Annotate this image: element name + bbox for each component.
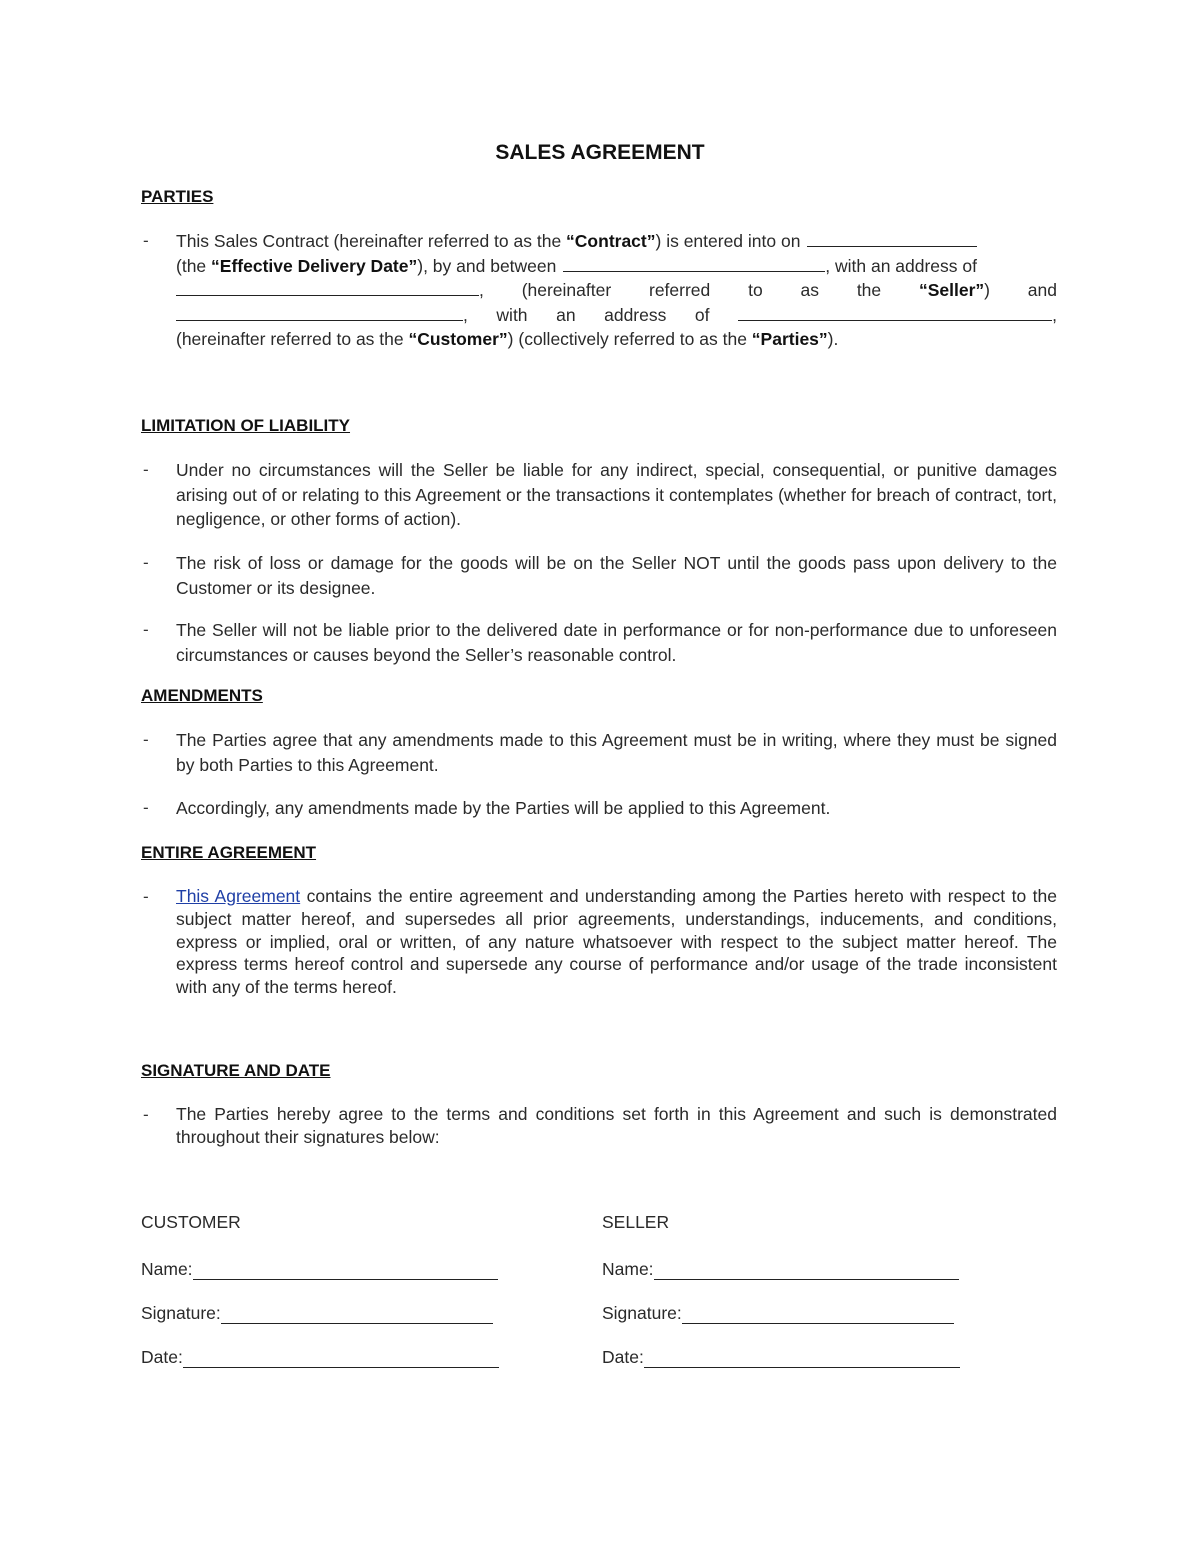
bullet-dash: - <box>143 553 149 572</box>
limitation-item-3: The Seller will not be liable prior to the delivered date in performance or for non-performance due to unforeseen circumstances or causes beyond the Seller’s reasonable control. <box>176 620 1057 665</box>
bullet-dash: - <box>143 887 149 906</box>
customer-label: CUSTOMER <box>141 1212 241 1232</box>
bullet-dash: - <box>143 1105 149 1124</box>
seller-address-blank[interactable] <box>176 278 479 296</box>
section-heading-parties: PARTIES <box>141 187 214 206</box>
this-agreement-link[interactable]: This Agreement <box>176 886 301 906</box>
bullet-dash: - <box>143 460 149 479</box>
customer-signature-row: Signature: <box>141 1303 493 1324</box>
customer-name-line[interactable] <box>193 1261 498 1280</box>
bullet-dash: - <box>143 231 149 250</box>
amendments-item-1: The Parties agree that any amendments made to this Agreement must be in writing, where they must be signed by both Parties to this Agreement. <box>176 730 1057 775</box>
seller-date-row: Date: <box>602 1347 960 1368</box>
section-heading-limitation: LIMITATION OF LIABILITY <box>141 416 351 435</box>
parties-line-3: , (hereinafter referred to as the “Seller”) and <box>176 278 1057 303</box>
seller-date-line[interactable] <box>644 1349 960 1368</box>
signature-paragraph: The Parties hereby agree to the terms and conditions set forth in this Agreement and such is demonstrated throughout their signatures below: <box>176 1104 1057 1147</box>
parties-line-2: (the “Effective Delivery Date”), by and between , with an address of <box>176 255 977 276</box>
limitation-item-2: The risk of loss or damage for the goods will be on the Seller NOT until the goods pass upon delivery to the Customer or its designee. <box>176 553 1057 598</box>
bullet-dash: - <box>143 620 149 639</box>
parties-line-4: , with an address of , <box>176 303 1057 328</box>
amendments-item-2: Accordingly, any amendments made by the Parties will be applied to this Agreement. <box>176 798 831 818</box>
entire-agreement-paragraph: This Agreement contains the entire agreement and understanding among the Parties hereto with respect to the subject matter hereof, and supersedes all prior agreements, understandings, inducements, and conditions, express or implied, oral or written, of any nature whatsoever with respect to the subject matter hereof. The express terms hereof control and supersede any course of performance and/or usage of the trade inconsistent with any of the terms hereof. <box>176 886 1057 998</box>
section-heading-entire-agreement: ENTIRE AGREEMENT <box>141 843 317 862</box>
bullet-dash: - <box>143 730 149 749</box>
seller-name-row: Name: <box>602 1259 959 1280</box>
seller-name-line[interactable] <box>654 1261 959 1280</box>
parties-paragraph <box>176 229 1057 352</box>
seller-label: SELLER <box>602 1212 670 1232</box>
section-heading-signature: SIGNATURE AND DATE <box>141 1061 331 1080</box>
customer-address-blank[interactable] <box>738 303 1052 321</box>
seller-signature-line[interactable] <box>682 1305 954 1324</box>
customer-signature-line[interactable] <box>221 1305 493 1324</box>
date-blank[interactable] <box>807 229 977 247</box>
section-heading-amendments: AMENDMENTS <box>141 686 263 705</box>
customer-date-line[interactable] <box>183 1349 499 1368</box>
customer-name-blank[interactable] <box>176 303 463 321</box>
seller-name-blank[interactable] <box>563 254 825 272</box>
bullet-dash: - <box>143 798 149 817</box>
customer-date-row: Date: <box>141 1347 499 1368</box>
page-title: SALES AGREEMENT <box>495 141 705 164</box>
parties-line-1: This Sales Contract (hereinafter referred to as the “Contract”) is entered into on <box>176 229 1057 254</box>
limitation-item-1: Under no circumstances will the Seller be liable for any indirect, special, consequential, or punitive damages arising out of or relating to this Agreement or the transactions it contemplates (whether for breach of contract, tort, negligence, or other forms of action). <box>176 460 1057 529</box>
seller-signature-row: Signature: <box>602 1303 954 1324</box>
parties-line-5: (hereinafter referred to as the “Customer”) (collectively referred to as the “Parties”). <box>176 329 839 349</box>
customer-name-row: Name: <box>141 1259 498 1280</box>
